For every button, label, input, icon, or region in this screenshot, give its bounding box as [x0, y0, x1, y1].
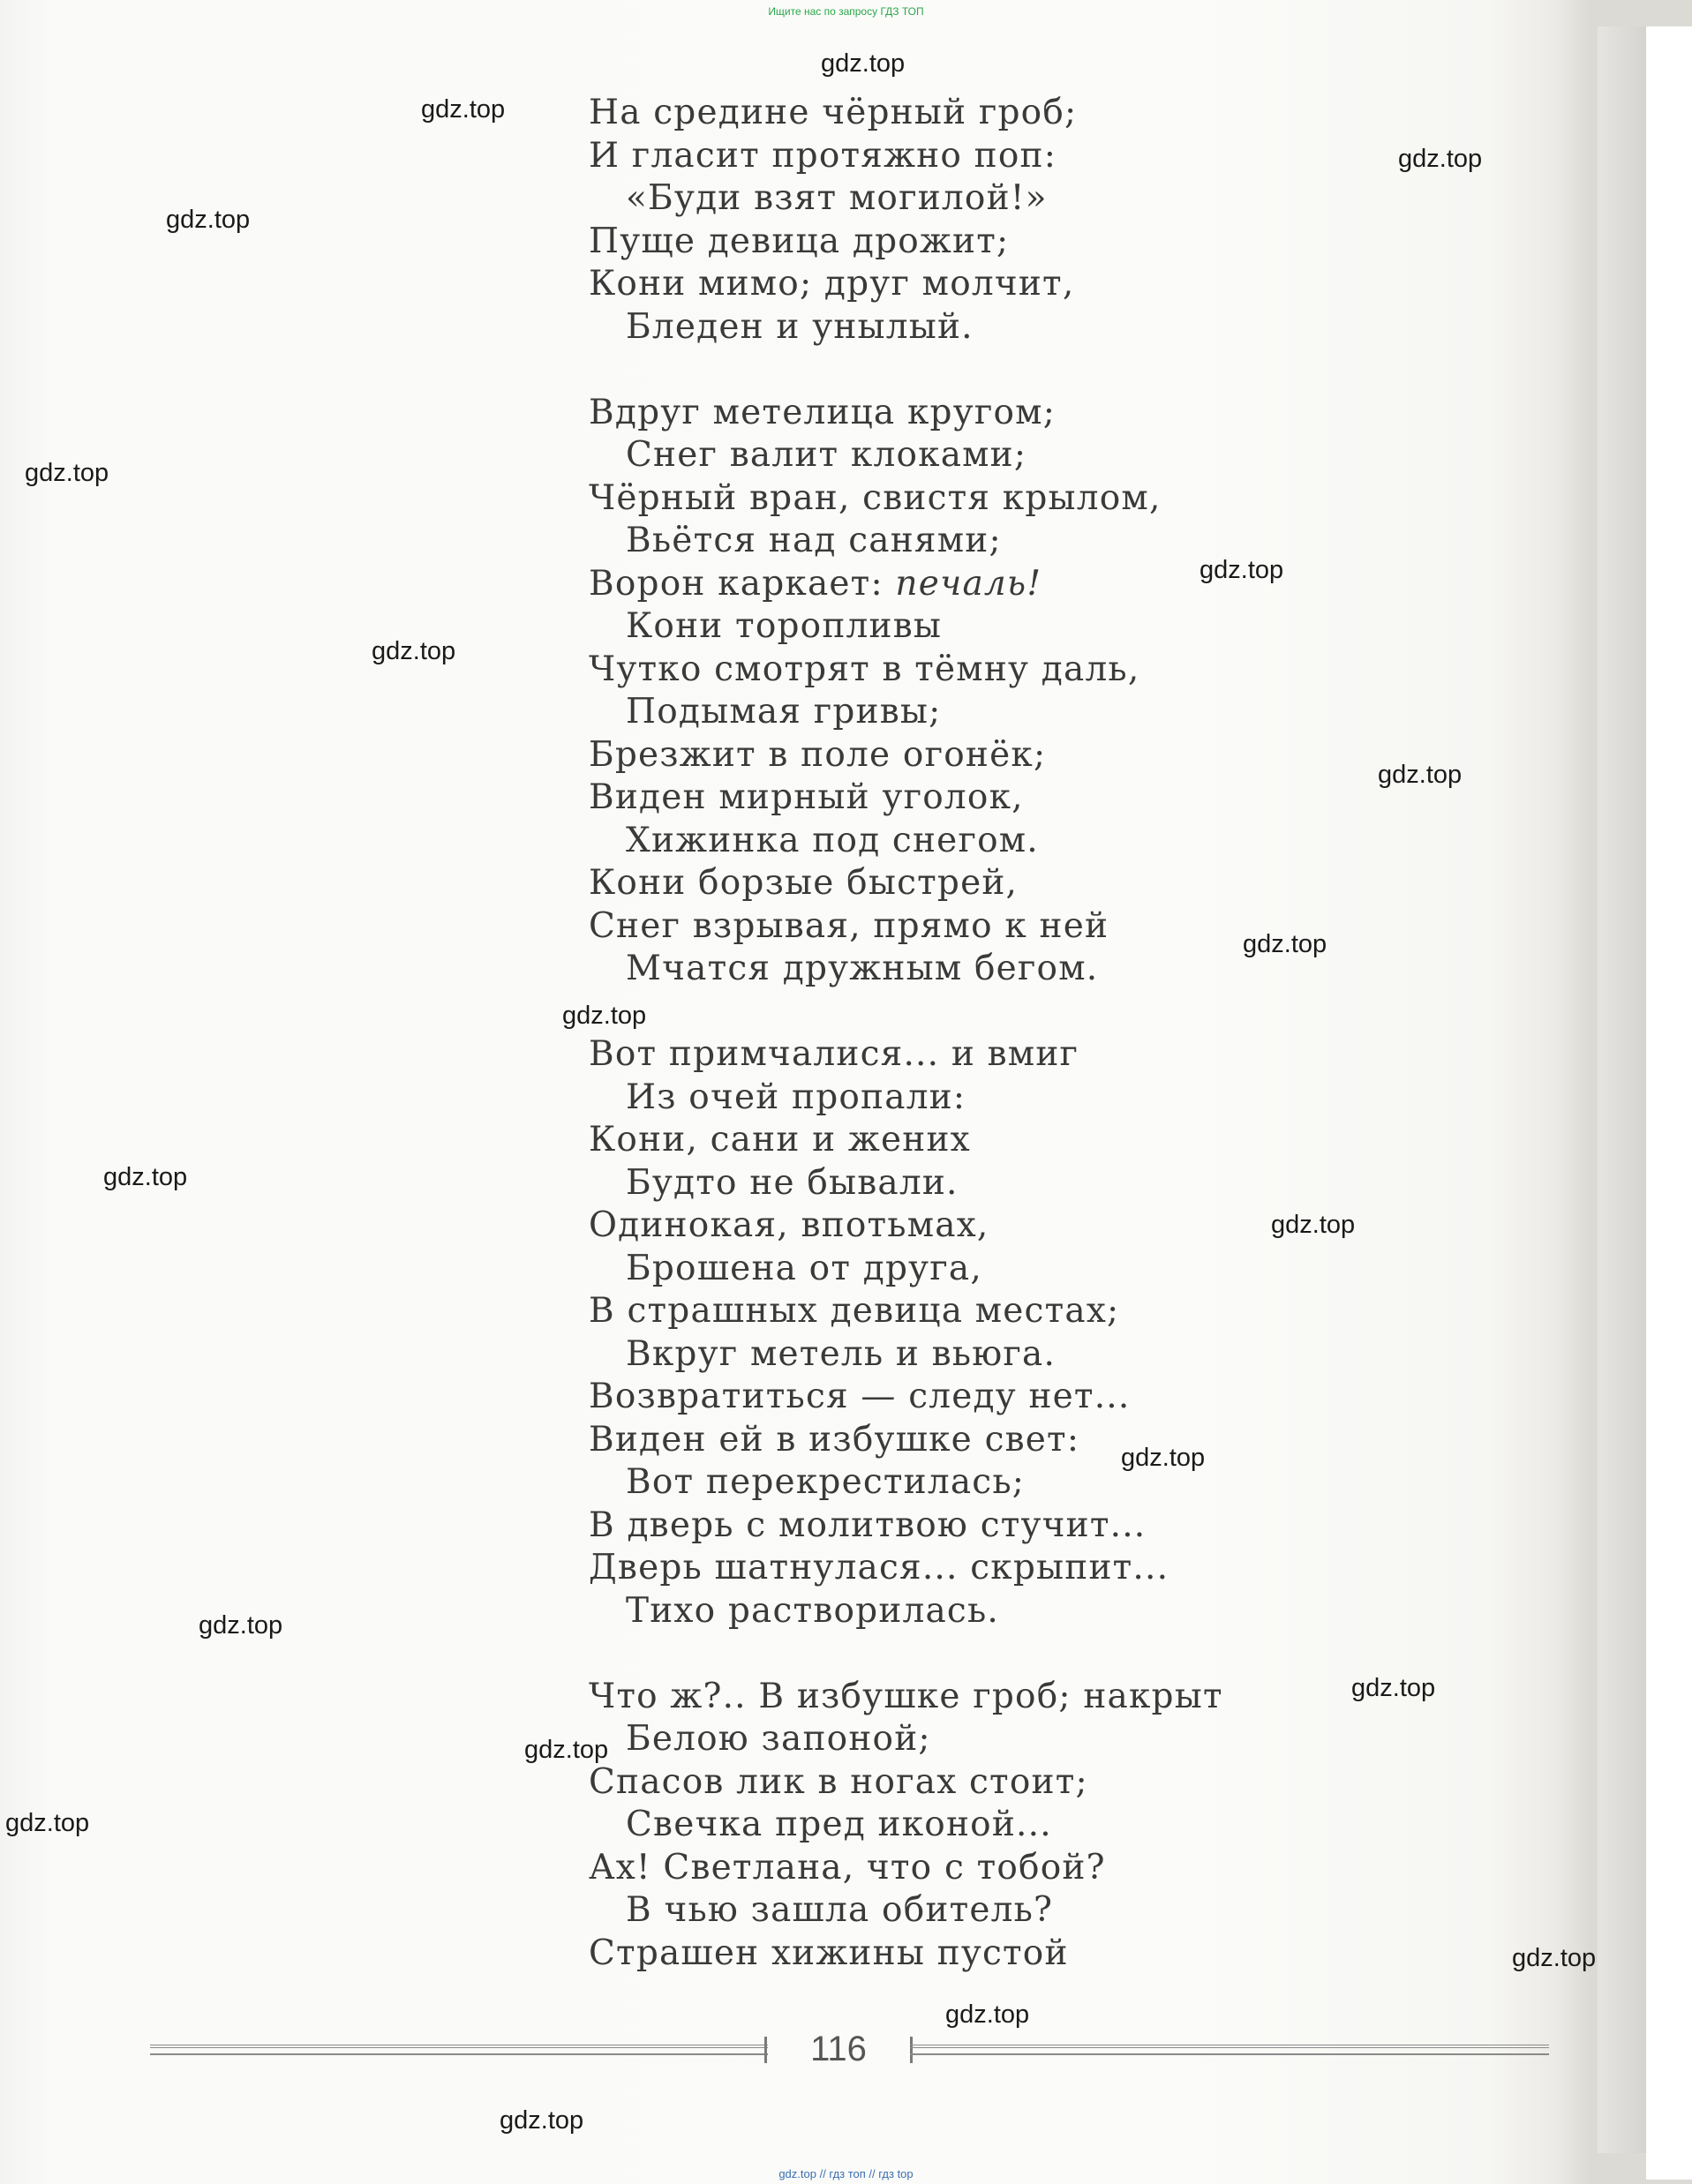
poem-line-text: В страшных девица местах; — [589, 1291, 1120, 1331]
poem-line — [589, 1718, 1223, 1761]
watermark: gdz.top — [166, 206, 251, 234]
poem-line — [589, 1376, 1223, 1419]
poem-line-text: Вьётся над санями; — [626, 521, 1002, 560]
poem-line-text: Дверь шатнулася... скрыпит... — [589, 1548, 1169, 1587]
poem-line — [589, 1804, 1223, 1847]
poem-line — [589, 563, 1223, 606]
poem-line-text: «Буди взят могилой!» — [626, 178, 1048, 218]
poem-line — [589, 1933, 1223, 1976]
poem-line — [589, 1290, 1223, 1333]
poem-line-text: Подымая гривы; — [626, 692, 942, 732]
poem-line-text: Снег взрывая, прямо к ней — [589, 905, 1109, 946]
poem-line — [589, 263, 1223, 306]
poem-line-text: Вот перекрестилась; — [626, 1462, 1026, 1502]
poem-line-text: Мчатся дружным бегом. — [626, 949, 1099, 988]
poem-line-text: Чутко смотрят в тёмну даль, — [589, 649, 1140, 689]
watermark: gdz.top — [421, 95, 506, 124]
poem-line-text: Вдруг метелица кругом; — [589, 392, 1057, 432]
poem-line-text: Виден мирный уголок, — [589, 777, 1024, 817]
poem-line-text: Кони торопливы — [626, 606, 943, 646]
watermark: gdz.top — [1512, 1944, 1597, 1972]
poem-line — [589, 135, 1223, 178]
poem-line-text: Кони борзые быстрей, — [589, 863, 1019, 903]
poem-line-text: Спасов лик в ногах стоит; — [589, 1761, 1088, 1802]
poem-line-text: Чёрный вран, свистя крылом, — [589, 477, 1162, 518]
page-margin — [1646, 26, 1692, 2180]
poem-line-text: Тихо растворилась. — [626, 1590, 1000, 1631]
poem-line-text: Брошена от друга, — [626, 1248, 982, 1288]
watermark: gdz.top — [1243, 930, 1327, 958]
poem-line — [589, 1889, 1223, 1933]
watermark: gdz.top — [1199, 556, 1284, 584]
poem-line — [589, 1505, 1223, 1548]
header-banner: Ищите нас по запросу ГДЗ ТОП — [768, 5, 924, 18]
poem-line — [589, 306, 1223, 349]
footer-rule-right — [910, 2045, 1549, 2055]
watermark: gdz.top — [821, 49, 906, 78]
poem-line-text: На средине чёрный гроб; — [589, 93, 1078, 132]
poem-line — [589, 1033, 1223, 1077]
watermark: gdz.top — [1121, 1444, 1206, 1472]
watermark: gdz.top — [1271, 1211, 1356, 1239]
footer-rule-tick — [764, 2037, 767, 2063]
poem-line — [589, 862, 1223, 905]
poem-line — [589, 1205, 1223, 1248]
watermark: gdz.top — [372, 637, 456, 665]
poem-line-emphasis: печаль! — [895, 563, 1042, 604]
poem-line-text: Белою запоной; — [626, 1719, 931, 1759]
watermark: gdz.top — [1378, 761, 1463, 789]
poem-line-text: Возвратиться — следу нет... — [589, 1377, 1131, 1416]
poem-line-text: Что ж?.. В избушке гроб; накрыт — [589, 1676, 1223, 1716]
poem-line-text: Вот примчалися... и вмиг — [589, 1034, 1079, 1074]
poem-line — [589, 1761, 1223, 1805]
poem-line-text: Виден ей в избушке свет: — [589, 1419, 1080, 1460]
watermark: gdz.top — [945, 2000, 1030, 2029]
watermark: gdz.top — [5, 1809, 90, 1837]
poem-line-text: Хижинка под снегом. — [626, 820, 1039, 860]
poem-line — [589, 820, 1223, 863]
poem-line — [589, 392, 1223, 435]
poem-line-text: Ах! Светлана, что с тобой? — [589, 1847, 1106, 1888]
poem-line — [589, 1119, 1223, 1162]
watermark: gdz.top — [500, 2106, 584, 2135]
poem-line — [589, 434, 1223, 477]
poem-line-text: Страшен хижины пустой — [589, 1933, 1069, 1973]
poem-line — [589, 177, 1223, 221]
footer-banner: gdz.top // гдз топ // гдз top — [778, 2167, 914, 2180]
poem-line — [589, 1162, 1223, 1205]
poem-line — [589, 734, 1223, 777]
poem-line — [589, 905, 1223, 949]
poem-line — [589, 948, 1223, 991]
poem-line — [589, 1676, 1223, 1719]
poem-line-text: И гласит протяжно поп: — [589, 135, 1057, 176]
page-number: 116 — [810, 2030, 867, 2068]
poem-line — [589, 477, 1223, 521]
poem-line — [589, 1077, 1223, 1120]
poem-line-text: Кони, сани и жених — [589, 1120, 971, 1160]
poem-line-text: Будто не бывали. — [626, 1162, 959, 1203]
poem-line-text: Свечка пред иконой... — [626, 1805, 1052, 1844]
poem-line — [589, 1248, 1223, 1291]
poem-line — [589, 1547, 1223, 1590]
poem-line — [589, 1333, 1223, 1377]
poem-line — [589, 1590, 1223, 1633]
poem-line-text: Снег валит клоками; — [626, 435, 1027, 475]
stanza-break — [589, 1632, 1223, 1676]
watermark: gdz.top — [1351, 1674, 1436, 1702]
poem-line-text: Пуще девица дрожит; — [589, 221, 1010, 261]
watermark: gdz.top — [1398, 145, 1483, 173]
watermark: gdz.top — [524, 1736, 609, 1764]
poem-line — [589, 605, 1223, 649]
poem-line — [589, 1847, 1223, 1890]
stanza-break — [589, 991, 1223, 1034]
poem-line — [589, 777, 1223, 820]
poem-line-text: Кони мимо; друг молчит, — [589, 264, 1075, 304]
stanza-break — [589, 349, 1223, 392]
poem-line-text: Ворон каркает: — [589, 563, 896, 604]
poem-line-text: Брезжит в поле огонёк; — [589, 734, 1047, 775]
poem-text — [589, 92, 1223, 1975]
poem-line-text: Одинокая, впотьмах, — [589, 1205, 989, 1245]
poem-line — [589, 520, 1223, 563]
poem-line — [589, 649, 1223, 692]
poem-line-text: В чью зашла обитель? — [626, 1890, 1054, 1930]
poem-line-text: В дверь с молитвою стучит... — [589, 1505, 1147, 1545]
watermark: gdz.top — [199, 1611, 283, 1640]
poem-line-text: Из очей пропали: — [626, 1077, 966, 1117]
poem-line-text: Вкруг метель и вьюга. — [626, 1333, 1057, 1374]
poem-line-text: Бледен и унылый. — [626, 306, 974, 347]
poem-line — [589, 221, 1223, 264]
watermark: gdz.top — [103, 1163, 188, 1191]
footer-rule-left — [150, 2045, 768, 2055]
watermark: gdz.top — [25, 459, 109, 487]
poem-line — [589, 691, 1223, 734]
poem-line — [589, 92, 1223, 135]
watermark: gdz.top — [562, 1002, 647, 1030]
